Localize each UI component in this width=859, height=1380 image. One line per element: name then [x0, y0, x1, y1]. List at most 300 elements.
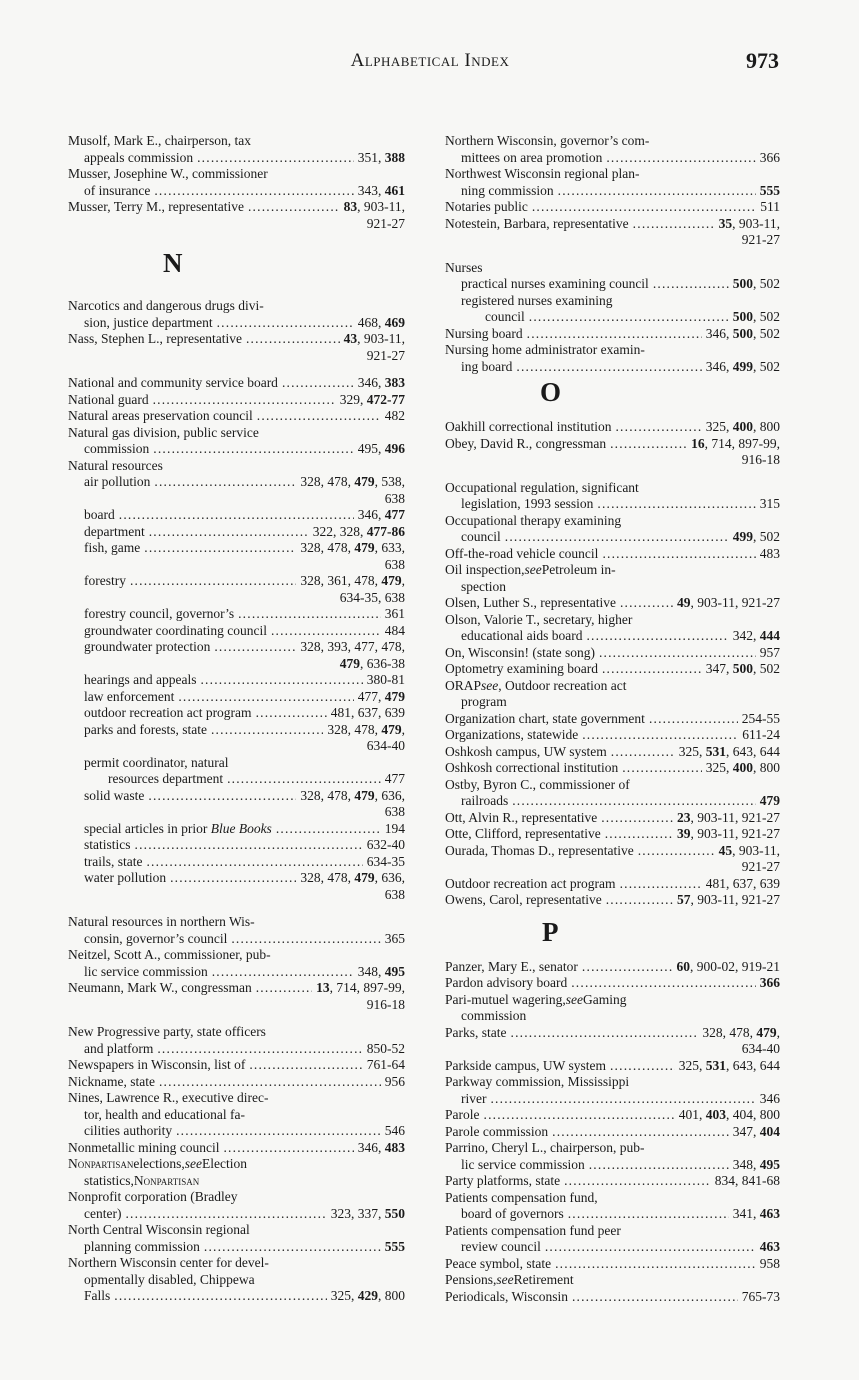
index-entry — [68, 298, 405, 331]
page-ref-bold: 500 — [732, 325, 753, 341]
page-ref-bold: 479 — [354, 540, 375, 555]
entry-term: outdoor recreation act program — [84, 705, 252, 720]
index-entry — [68, 540, 405, 573]
page-ref: 328, 478, — [702, 1024, 757, 1040]
page-references — [760, 183, 780, 200]
page-references — [719, 843, 780, 860]
entry-term: Newspapers in Wisconsin, list of — [68, 1057, 246, 1072]
page-number: 973 — [746, 48, 779, 73]
index-entry — [445, 711, 780, 728]
page-ref: 323, 337, — [330, 1205, 385, 1221]
index-entry — [445, 992, 780, 1025]
index-entry — [445, 293, 780, 326]
dot-leader — [610, 436, 687, 453]
entry-line — [445, 1289, 780, 1306]
entry-line — [445, 744, 780, 761]
page-ref: , 903-11, — [357, 199, 405, 214]
page-ref: 481, 637, 639 — [330, 705, 405, 720]
dot-leader — [157, 1041, 362, 1058]
entry-term: consin, governor’s council — [84, 930, 228, 946]
entry-heading-line: Nonprofit corporation (Bradley — [68, 1189, 238, 1204]
entry-heading-line: Patients compensation fund, — [445, 1189, 598, 1205]
entry-term: legislation, 1993 session — [461, 496, 594, 511]
index-entry — [445, 546, 780, 563]
page-ref-bold: 469 — [384, 314, 405, 330]
entry-term: resources department — [108, 771, 224, 786]
page-ref: 483 — [759, 545, 780, 561]
index-entry — [68, 1090, 405, 1140]
index-entry — [68, 458, 405, 475]
page-references — [760, 1256, 780, 1273]
entry-line — [445, 843, 780, 860]
entry-term: Nursing board — [445, 325, 523, 341]
page-ref-bold: 403 — [705, 1107, 726, 1122]
page-ref-bold: 500 — [732, 276, 753, 291]
page-references-continued: 916-18 — [366, 996, 405, 1012]
index-entry — [68, 606, 405, 623]
entry-term: cilities authority — [84, 1123, 173, 1138]
index-entry — [445, 276, 780, 293]
page-references — [760, 546, 780, 563]
dot-leader — [649, 711, 738, 728]
page-ref: 194 — [384, 820, 405, 836]
page-ref: 346, — [357, 1139, 385, 1155]
entry-line — [68, 375, 405, 392]
index-entry — [445, 843, 780, 876]
entry-line — [445, 1173, 780, 1190]
index-entry — [68, 788, 405, 821]
entry-heading-line: program — [461, 694, 507, 709]
page-references — [677, 810, 780, 827]
page-references — [760, 645, 780, 662]
page-references — [358, 315, 405, 332]
entry-term: planning commission — [84, 1238, 200, 1254]
page-references — [679, 744, 780, 761]
page-ref: , 538, — [374, 474, 405, 489]
entry-heading-line: Patients compensation fund peer — [445, 1222, 621, 1238]
dot-leader — [511, 1025, 699, 1042]
page-references-continued: 921-27 — [741, 232, 780, 247]
entry-term: air pollution — [84, 474, 151, 489]
page-ref-bold: 444 — [759, 628, 780, 643]
entry-line — [68, 639, 405, 656]
entry-term: statistics — [84, 837, 131, 852]
index-entry — [445, 661, 780, 678]
page-references — [760, 1091, 780, 1108]
page-references — [677, 959, 781, 976]
dot-leader — [582, 727, 738, 744]
dot-leader — [615, 419, 701, 436]
index-entry — [445, 1173, 780, 1190]
page-ref: 346 — [759, 1090, 780, 1106]
page-references — [367, 837, 405, 854]
page-ref: 315 — [759, 496, 780, 511]
page-ref: 956 — [384, 1073, 405, 1089]
page-references-continued — [68, 656, 405, 673]
index-column-left — [68, 133, 405, 1305]
dot-leader — [223, 1140, 353, 1157]
entry-line — [445, 359, 780, 376]
page-ref-bold: 461 — [384, 182, 405, 198]
page-ref: , 502 — [753, 661, 780, 676]
index-entry — [445, 1107, 780, 1124]
page-ref: 482 — [384, 408, 405, 423]
page-references — [760, 793, 780, 810]
entry-term: Periodicals, Wisconsin — [445, 1288, 568, 1304]
entry-heading-line: Occupational regulation, significant — [445, 479, 639, 495]
page-ref-bold: 499 — [732, 358, 753, 374]
dot-leader — [589, 1157, 729, 1174]
page-references — [331, 705, 405, 722]
index-entry — [445, 133, 780, 166]
index-entry — [68, 392, 405, 409]
page-references — [385, 931, 405, 948]
page-ref: 351, — [357, 149, 385, 165]
index-entry — [68, 408, 405, 425]
entry-heading-line: opmentally disabled, Chippewa — [84, 1271, 255, 1287]
dot-leader — [114, 1288, 326, 1305]
entry-term: Parks, state — [445, 1024, 507, 1040]
page-ref-bold: 366 — [759, 975, 780, 990]
page-ref: , 502 — [753, 325, 780, 341]
entry-term: National guard — [68, 391, 149, 407]
page-references — [367, 854, 405, 871]
page-ref-bold: 550 — [384, 1205, 405, 1221]
page-ref: , 633, — [374, 540, 405, 555]
dot-leader — [505, 529, 729, 546]
index-entry — [445, 826, 780, 843]
entry-line — [68, 183, 405, 200]
entry-line — [445, 436, 780, 453]
page-ref-bold: 479 — [756, 1024, 777, 1040]
entry-term: Party platforms, state — [445, 1173, 561, 1188]
page-ref: 481, 637, 639 — [705, 875, 780, 891]
page-references — [316, 980, 405, 997]
index-entry — [445, 678, 780, 711]
page-ref: 348, — [732, 1156, 760, 1172]
entry-heading-line: Neitzel, Scott A., commissioner, pub- — [68, 947, 271, 962]
page-ref-bold: 496 — [384, 441, 405, 456]
page-ref: 325, — [705, 419, 733, 434]
entry-line — [445, 216, 780, 233]
entry-line — [445, 326, 780, 343]
entry-term: Parkside campus, UW system — [445, 1057, 606, 1073]
index-entry — [445, 595, 780, 612]
entry-term: Obey, David R., congressman — [445, 435, 607, 451]
page-references-continued: 921-27 — [366, 347, 405, 363]
page-references — [300, 639, 405, 656]
page-ref: 380-81 — [366, 672, 405, 687]
page-ref: 611-24 — [742, 727, 780, 742]
entry-line — [68, 524, 405, 541]
index-entry — [445, 1190, 780, 1223]
page-references — [760, 975, 780, 992]
page-references — [358, 150, 405, 167]
entry-line — [445, 876, 780, 893]
entry-term: Oakhill correctional institution — [445, 419, 612, 434]
entry-heading-line: commission — [461, 1008, 527, 1023]
entry-line — [68, 1041, 405, 1058]
index-entry — [68, 980, 405, 1013]
page-ref: 328, 478, — [327, 721, 382, 737]
entry-line — [445, 975, 780, 992]
index-entry — [68, 947, 405, 980]
entry-term: Oshkosh campus, UW system — [445, 743, 607, 759]
page-references — [327, 722, 405, 739]
index-entry — [445, 1058, 780, 1075]
index-entry — [445, 612, 780, 645]
page-ref-bold: 479 — [381, 721, 402, 737]
dot-leader — [238, 606, 381, 623]
entry-line — [445, 1025, 780, 1042]
entry-line — [68, 980, 405, 997]
page-references — [331, 1288, 405, 1305]
entry-term: sion, justice department — [84, 314, 213, 330]
index-entry — [445, 959, 780, 976]
entry-line — [68, 1140, 405, 1157]
page-references — [300, 870, 405, 887]
page-ref: 957 — [759, 644, 780, 660]
entry-term: department — [84, 523, 145, 539]
index-entry — [445, 810, 780, 827]
entry-term: Parole commission — [445, 1123, 549, 1139]
entry-line — [445, 1239, 780, 1256]
index-entry — [68, 1074, 405, 1091]
page-references — [706, 359, 780, 376]
index-entry — [445, 876, 780, 893]
entry-line — [445, 276, 780, 293]
page-ref: , 900-02, 919-21 — [690, 958, 780, 974]
page-references — [733, 1124, 780, 1141]
page-ref: 322, 328, — [312, 523, 367, 539]
page-ref: 401, — [678, 1107, 706, 1122]
page-ref-bold: 479 — [759, 793, 780, 808]
page-ref: 347, — [705, 661, 733, 676]
page-ref-bold: 23 — [677, 809, 691, 825]
entry-line — [68, 1057, 405, 1074]
page-references — [358, 507, 405, 524]
entry-term: hearings and appeals — [84, 672, 197, 687]
entry-term: railroads — [461, 793, 509, 808]
entry-heading-line: Ostby, Byron C., commissioner of — [445, 776, 630, 792]
index-entry — [68, 1057, 405, 1074]
index-entry — [445, 645, 780, 662]
page-ref: 328, 478, — [300, 787, 355, 803]
index-entry — [445, 199, 780, 216]
dot-leader — [256, 705, 327, 722]
entry-line — [445, 810, 780, 827]
entry-term: Outdoor recreation act program — [445, 875, 616, 891]
index-entry — [445, 260, 780, 277]
index-entry — [68, 1255, 405, 1305]
entry-line — [68, 1123, 405, 1140]
entry-heading-line: Northern Wisconsin center for devel- — [68, 1255, 269, 1270]
dot-leader — [176, 1123, 381, 1140]
page-ref: 329, — [339, 391, 367, 407]
dot-leader — [582, 959, 673, 976]
page-ref: , 903-11, — [732, 842, 780, 858]
dot-leader — [135, 837, 363, 854]
entry-term: law enforcement — [84, 688, 175, 704]
dot-leader — [602, 546, 755, 563]
page-ref-bold: 477-86 — [366, 523, 405, 539]
entry-heading-line: Northern Wisconsin, governor’s com- — [445, 133, 650, 148]
entry-line — [445, 959, 780, 976]
page-ref: 341, — [732, 1206, 760, 1221]
index-entry — [68, 573, 405, 606]
dot-leader — [622, 760, 702, 777]
page-references — [760, 150, 780, 167]
page-references — [385, 408, 405, 425]
page-ref: 328, 393, 477, 478, — [300, 639, 405, 654]
page-ref-bold: 555 — [759, 182, 780, 198]
page-references-continued: 916-18 — [741, 452, 780, 467]
page-ref-bold: 429 — [357, 1288, 378, 1303]
index-entry — [445, 1256, 780, 1273]
page-ref-bold: 479 — [354, 474, 375, 489]
page-ref: , 643, 644 — [726, 1057, 780, 1073]
page-ref: 468, — [357, 314, 385, 330]
entry-term: Peace symbol, state — [445, 1255, 552, 1271]
page-ref: , 714, 897-99, — [704, 435, 780, 451]
page-ref: 325, — [330, 1288, 358, 1303]
dot-leader — [571, 975, 756, 992]
index-entry — [445, 216, 780, 249]
dot-leader — [633, 216, 715, 233]
section-letter-o: O — [540, 377, 562, 407]
index-entry — [445, 727, 780, 744]
entry-line — [68, 623, 405, 640]
page-references — [358, 183, 405, 200]
page-ref-bold: 39 — [677, 826, 691, 841]
page-references — [706, 661, 780, 678]
entry-line — [68, 408, 405, 425]
dot-leader — [154, 183, 353, 200]
page-references — [733, 1157, 780, 1174]
dot-leader — [217, 315, 354, 332]
dot-leader — [555, 1256, 756, 1273]
index-entry — [68, 1156, 405, 1189]
page-ref: , 643, 644 — [726, 743, 780, 759]
dot-leader — [620, 595, 673, 612]
entry-line — [445, 595, 780, 612]
page-ref: 365 — [384, 930, 405, 946]
entry-term: board — [84, 507, 115, 522]
entry-heading-line: North Central Wisconsin regional — [68, 1222, 250, 1237]
index-entry — [68, 1140, 405, 1157]
index-entry — [68, 672, 405, 689]
entry-heading-line: Pari-mutuel wagering, see Gaming — [445, 991, 627, 1007]
page-references — [385, 821, 405, 838]
page-ref: 484 — [384, 622, 405, 638]
page-ref: 347, — [732, 1123, 760, 1139]
page-ref: 634-35 — [366, 853, 405, 869]
page-ref: 346, — [705, 358, 733, 374]
dot-leader — [178, 689, 353, 706]
entry-term: Panzer, Mary E., senator — [445, 958, 578, 974]
page-ref: 325, — [678, 1057, 706, 1073]
entry-line — [68, 315, 405, 332]
entry-heading-line: Parkway commission, Mississippi — [445, 1074, 630, 1089]
entry-term: educational aids board — [461, 628, 583, 643]
page-ref-bold: 483 — [384, 1139, 405, 1155]
page-ref: 511 — [760, 199, 780, 214]
page-ref: 346, — [357, 507, 385, 522]
page-references — [706, 876, 780, 893]
page-ref: , 800 — [753, 760, 780, 775]
page-references — [742, 1289, 780, 1306]
page-ref: , 903-11, 921-27 — [690, 595, 780, 610]
entry-line — [68, 606, 405, 623]
page-ref: 342, — [732, 628, 760, 643]
page-ref-bold: 499 — [732, 529, 753, 544]
page-references — [358, 1140, 405, 1157]
page-references — [385, 771, 405, 788]
page-references — [733, 276, 780, 293]
index-entry — [68, 689, 405, 706]
entry-term: mittees on area promotion — [461, 149, 603, 165]
entry-line — [445, 892, 780, 909]
dot-leader — [572, 1289, 738, 1306]
entry-term: commission — [84, 441, 150, 456]
entry-term: Musser, Terry M., representative — [68, 199, 244, 214]
index-entry — [445, 326, 780, 343]
dot-leader — [125, 1206, 326, 1223]
entry-heading-line: Natural gas division, public service — [68, 424, 259, 440]
section-letter-n: N — [163, 248, 183, 278]
entry-line — [68, 507, 405, 524]
dot-leader — [599, 645, 756, 662]
entry-term: Otte, Clifford, representative — [445, 826, 601, 841]
page-ref: 343, — [357, 182, 385, 198]
page-references — [331, 1206, 405, 1223]
page-references — [385, 1123, 405, 1140]
dot-leader — [212, 964, 354, 981]
entry-heading-line: ORAP see , Outdoor recreation act — [445, 677, 627, 693]
entry-line — [445, 1256, 780, 1273]
page-ref-bold: 495 — [759, 1156, 780, 1172]
page-references — [742, 711, 780, 728]
dot-leader — [153, 441, 353, 458]
entry-term: center) — [84, 1205, 122, 1221]
entry-term: fish, game — [84, 540, 141, 555]
dot-leader — [159, 1074, 381, 1091]
entry-line — [68, 722, 405, 739]
page-ref-bold: 43 — [343, 331, 358, 346]
entry-line — [68, 689, 405, 706]
entry-term: Olsen, Luther S., representative — [445, 595, 616, 610]
page-references — [385, 1239, 405, 1256]
page-ref: 328, 361, 478, — [300, 573, 382, 588]
page-ref: , — [776, 1024, 780, 1040]
page-references — [358, 689, 405, 706]
entry-line — [445, 1091, 780, 1108]
dot-leader — [597, 496, 755, 513]
dot-leader — [516, 359, 701, 376]
dot-leader — [558, 183, 756, 200]
entry-heading-line: permit coordinator, natural — [84, 754, 229, 770]
page-ref: 632-40 — [366, 837, 405, 852]
page-references-continued: 634-40 — [741, 1041, 780, 1056]
index-column-right — [445, 133, 780, 1305]
dot-leader — [204, 1239, 381, 1256]
page-ref: 325, — [705, 760, 733, 775]
page-references — [300, 573, 405, 590]
page-ref-bold: 495 — [384, 963, 405, 979]
entry-term: and platform — [84, 1040, 154, 1056]
index-entry — [68, 854, 405, 871]
index-entry — [68, 870, 405, 903]
